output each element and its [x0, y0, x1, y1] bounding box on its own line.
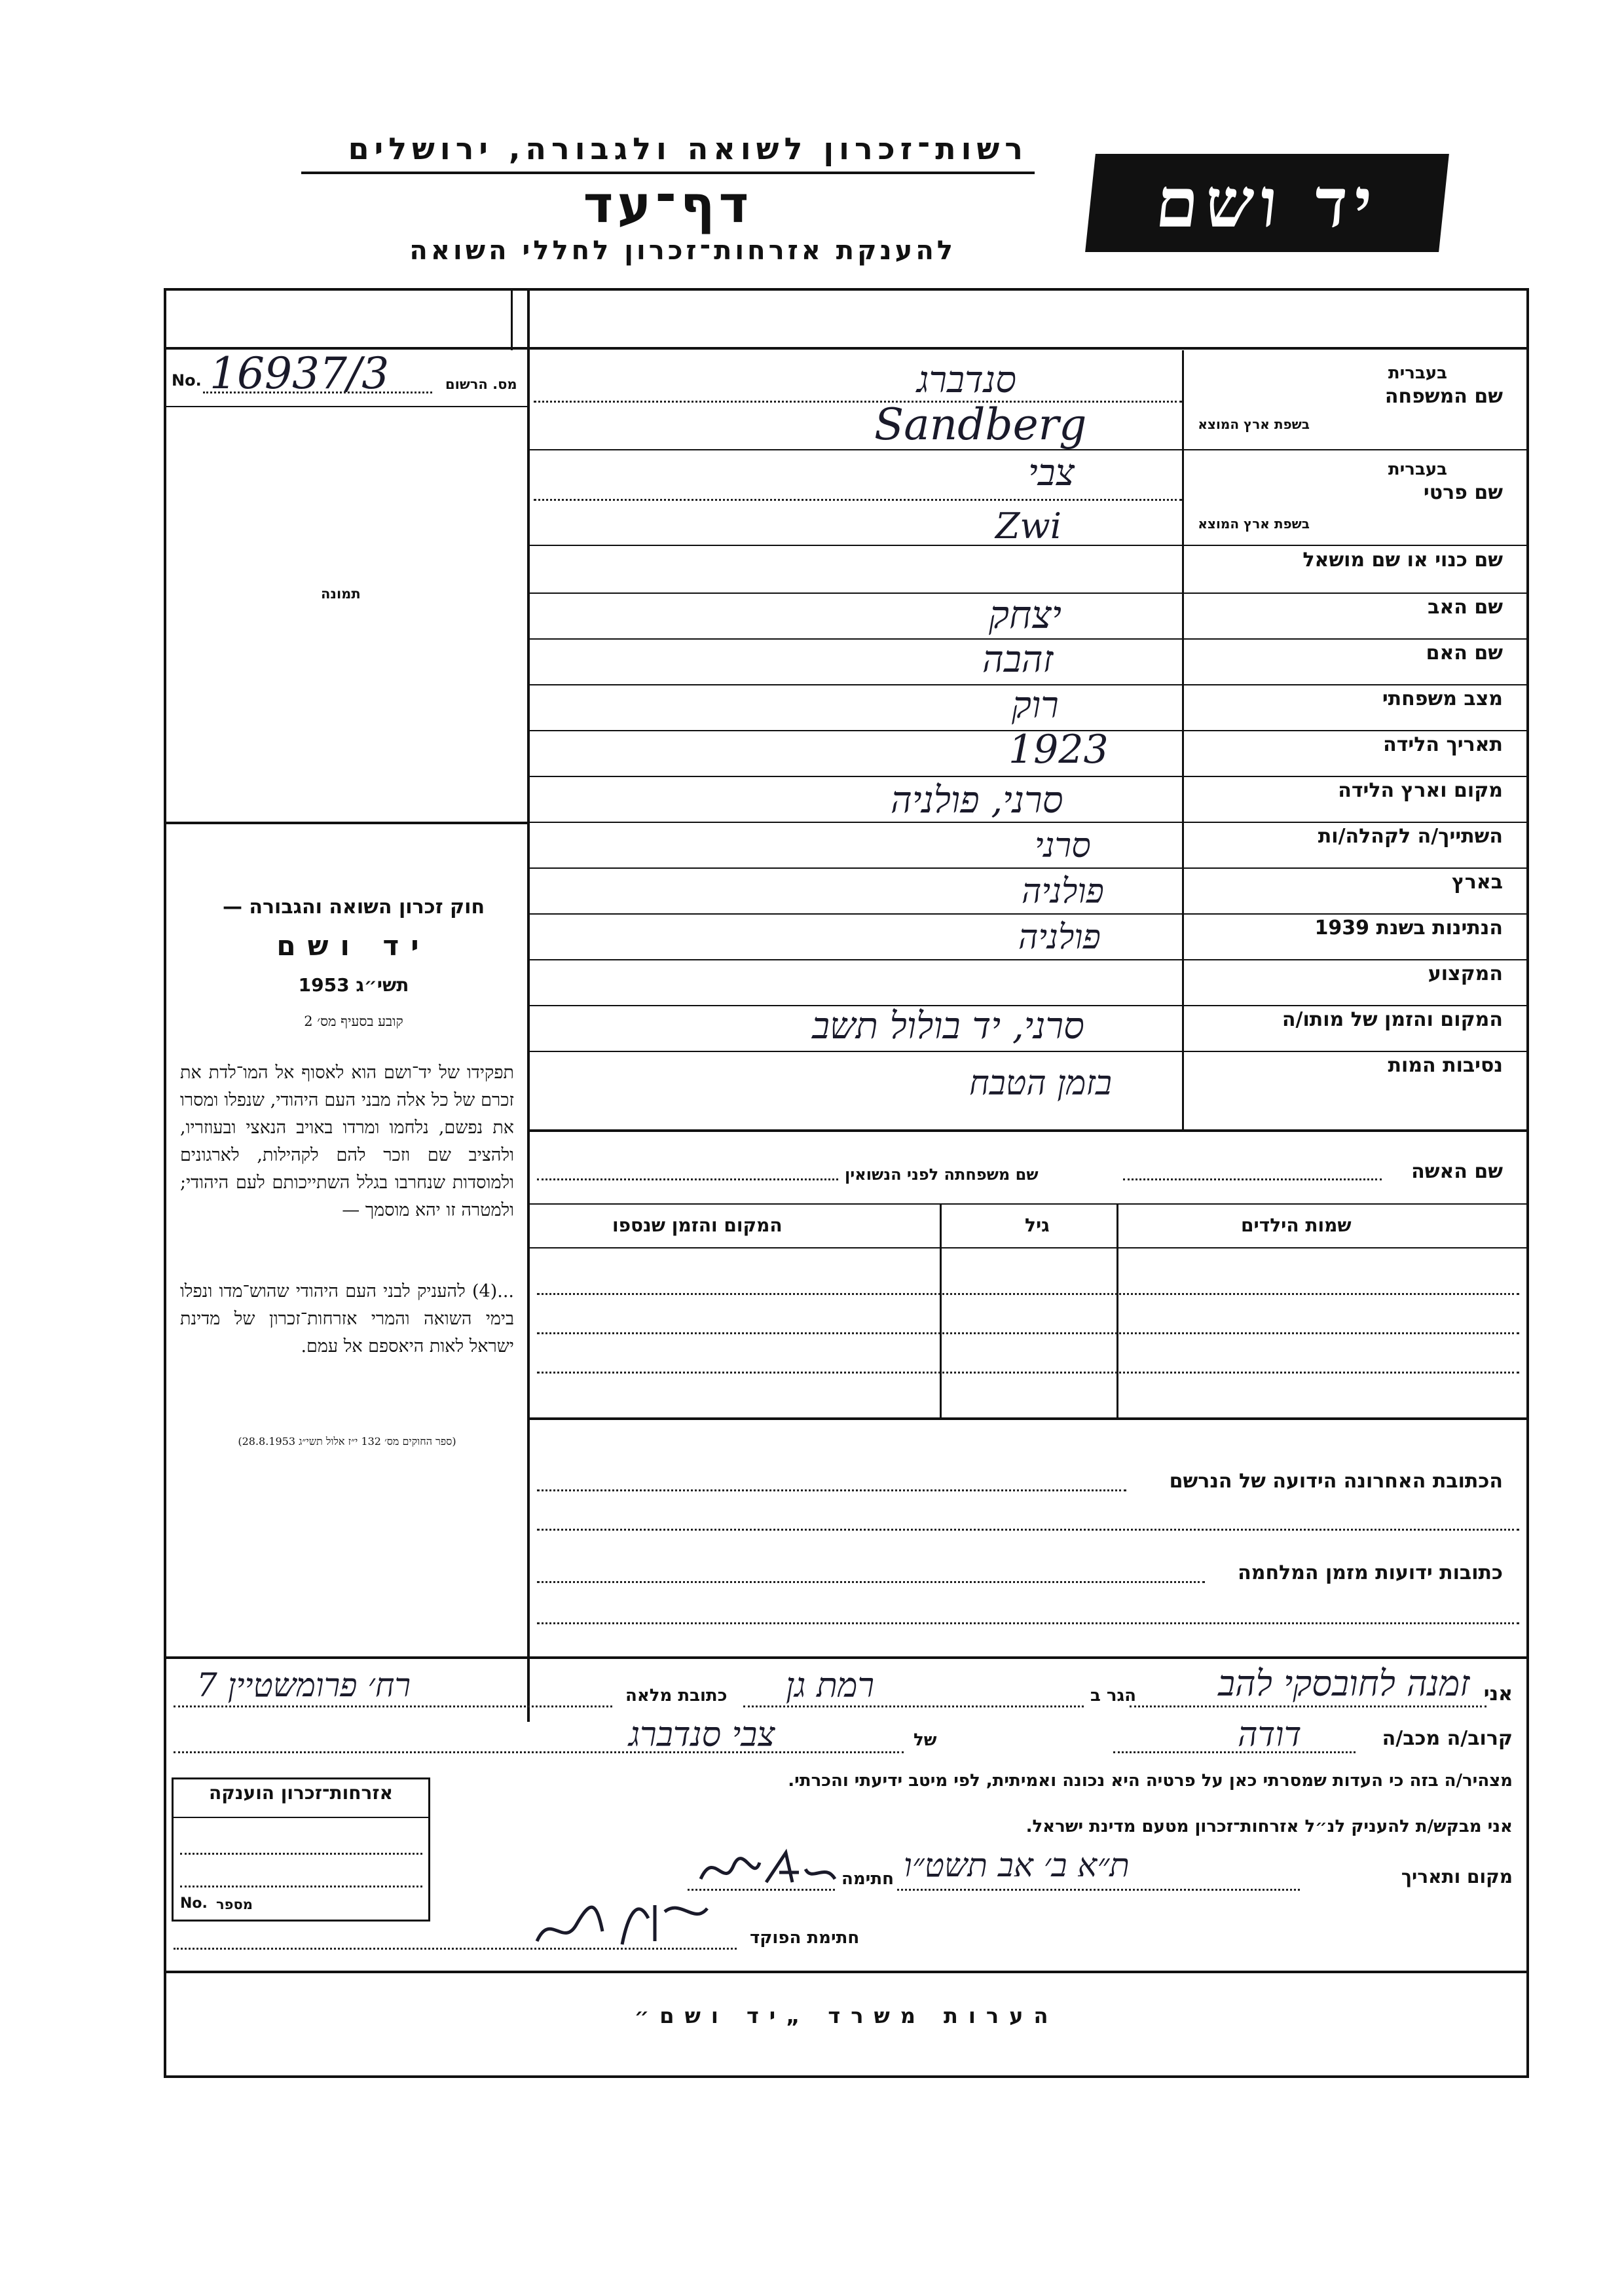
row-line-country [527, 913, 1529, 915]
declarant-city-dotted [743, 1705, 1084, 1707]
children-names-header: שמות הילדים [1241, 1214, 1352, 1236]
yad-vashem-logo [1085, 154, 1449, 252]
citizenship-1939-value: פולניה [1018, 918, 1101, 957]
law-title: חוק זכרון השואה והגבורה — [222, 896, 485, 919]
children-row-3 [537, 1372, 1519, 1374]
mother-name-label: שם האם [1426, 642, 1503, 665]
death-place-label: המקום והזמן של מותו/ה [1282, 1008, 1503, 1031]
row-line-death-circumstances [527, 1129, 1529, 1132]
relative-of-value: צבי סנדברג [629, 1715, 775, 1755]
children-row-2 [537, 1332, 1519, 1334]
award-box-no-label: No. [180, 1895, 208, 1912]
label-column-divider [1182, 350, 1184, 1129]
wife-name-dotted-line [1123, 1178, 1382, 1180]
children-col-divider-2 [940, 1203, 942, 1419]
firstname-hebrew-sub: בעברית [1388, 460, 1447, 479]
nickname-label: שם כנוי או שם מושאל [1302, 549, 1503, 572]
declarant-city-value: רמת גן [786, 1666, 875, 1705]
registration-row-line [164, 406, 527, 407]
marital-status-label: מצב משפחתי [1382, 687, 1503, 710]
children-place-header: המקום והזמן שנספו [612, 1214, 783, 1236]
firstname-hebrew-value: צבי [1028, 452, 1075, 494]
officer-signature-label: חתימת הפוקד [750, 1928, 860, 1948]
birth-place-value: סרני, פולניה [891, 779, 1063, 822]
law-clause: קובע בסעיף מס׳ 2 [304, 1013, 403, 1029]
death-circumstances-label: נסיבות המות [1388, 1054, 1503, 1077]
wartime-address-label: כתובות ידועות מזמן המלחמה [1238, 1561, 1503, 1584]
firstname-origin-sub: בשפת ארץ המוצא [1198, 516, 1310, 532]
place-date-value: ת״א ב׳ אב תשט״ו [904, 1846, 1130, 1884]
declaration-statement-truth: מצהיר/ה בזה כי העדות שמסרתי כאן על פרטיה היא נכונה ואמיתית, לפי מיטב ידיעתי והכרתי. [788, 1771, 1513, 1791]
firstname-label: שם פרטי [1423, 481, 1503, 504]
last-address-dotted-2 [537, 1529, 1519, 1531]
registration-dotted-line [203, 392, 432, 393]
declaration-statement-request: אני מבקש/ת להעניק לנ״ל אזרחות־זכרון מטעם מדינת ישראל. [1025, 1817, 1513, 1836]
wife-maiden-name-label: שם משפחתה לפני הנשואין [845, 1165, 1039, 1184]
signature-label: חתימה [841, 1869, 894, 1889]
declaration-ani: אני [1483, 1683, 1513, 1705]
last-address-label: הכתובת האחרונה הידועה של הנרשם [1169, 1470, 1503, 1493]
addresses-bottom-line [164, 1656, 1529, 1659]
photo-bottom-line [164, 822, 527, 824]
place-date-label: מקום ותאריך [1401, 1866, 1513, 1887]
firstname-origin-value: Zwi [995, 505, 1062, 547]
surname-label: שם המשפחה [1384, 385, 1503, 408]
death-circumstances-value: בזמן הטבח [969, 1064, 1112, 1103]
remarks-top-line [164, 1971, 1529, 1973]
father-name-label: שם האב [1428, 596, 1503, 619]
wife-name-label: שם האשה [1411, 1160, 1503, 1183]
declarant-address-value: רח׳ פרומשטיין 7 [196, 1666, 411, 1704]
marital-status-value: רוק [1012, 684, 1059, 727]
declarant-address-label: כתובת מלאה [625, 1686, 728, 1705]
officer-signature [524, 1886, 733, 1958]
children-col-divider-1 [1116, 1203, 1118, 1419]
award-box-dotted-1 [180, 1853, 422, 1855]
birth-date-label: תאריך הלידה [1383, 733, 1503, 756]
remarks-label: הערות משרד „יד ושם״ [634, 2003, 1059, 2028]
declarant-name-value: זמנה לחובסקי להב [1218, 1663, 1470, 1704]
relative-label: קרוב/ה מכב/ה [1382, 1727, 1513, 1750]
law-name: יד ושם [276, 930, 431, 962]
wife-row-line [527, 1203, 1529, 1205]
birth-date-value: 1923 [1008, 727, 1109, 773]
country-value: פולניה [1022, 872, 1104, 911]
award-box-title: אזרחות־זכרון הוענקה [209, 1782, 393, 1804]
surname-origin-sub: בשפת ארץ המוצא [1198, 416, 1310, 432]
row-line-birthdate [527, 776, 1529, 777]
surname-hebrew-sub: בעברית [1388, 363, 1447, 383]
registration-label: מס. הרשום [445, 376, 517, 392]
country-label: בארץ [1451, 871, 1503, 894]
row-line-death-place [527, 1051, 1529, 1052]
award-box-dotted-2 [180, 1886, 422, 1887]
death-place-value: סרני, יד בולול תשב [812, 1005, 1084, 1048]
father-name-value: יצחק [989, 592, 1061, 637]
row-line-birthplace [527, 822, 1529, 823]
row-line-citizenship [527, 959, 1529, 960]
wife-maiden-dotted-line [537, 1178, 838, 1180]
surname-origin-value: Sandberg [874, 399, 1087, 450]
birth-place-label: מקום וארץ הלידה [1338, 779, 1503, 802]
firstname-dotted-line [534, 499, 1182, 501]
registration-number: 16937/3 [210, 348, 390, 399]
children-table-bottom [527, 1417, 1529, 1420]
declarant-name-dotted [1130, 1705, 1486, 1707]
surname-hebrew-value: סנדברג [917, 359, 1016, 401]
law-text-clause4: ...(4) להעניק לבני העם היהודי שהוש־מדו ונפלו בימי השואה והמרי אזרחות־זכרון של מדינת ישראל לאות היאספם אל עמם. [180, 1281, 514, 1357]
community-label: השתייך/ה לקהלה/ות [1318, 825, 1503, 848]
authority-title: רשות־זכרון לשואה ולגבורה, ירושלים [348, 131, 1028, 166]
relative-of-label: של [913, 1730, 937, 1750]
children-header-line [527, 1247, 1529, 1248]
surname-dotted-line [534, 401, 1182, 403]
last-address-dotted-1 [537, 1489, 1126, 1491]
photo-label: תמונה [321, 586, 361, 602]
wartime-address-dotted-2 [537, 1622, 1519, 1624]
registration-no-label: No. [172, 371, 202, 390]
relative-of-dotted [174, 1751, 904, 1753]
children-row-1 [537, 1293, 1519, 1295]
document-title: דף־עד [583, 175, 753, 234]
law-source: (ספר החוקים מס׳ 132 י״ז אלול תשי״ג 28.8.1953) [238, 1435, 456, 1448]
law-text-main: תפקידו של יד־ושם הוא לאסוף אל המו־לדת את זכרם של כל אלה מבני העם היהודי, שנפלו ומסרו את נפשם, נלחמו ומרדו באויב הנאצי ובעוזריו, ולהציב שם וזכר להם לקהילות, לארגונים ולמוסדות שנחרבו בגלל השתייכותם לעם היהודי; ולמטרה זו יהא מוסמך — [180, 1063, 514, 1220]
authority-underline [301, 172, 1035, 174]
profession-label: המקצוע [1428, 962, 1503, 985]
top-row-tick [511, 288, 513, 350]
declarant-resident-label: הגר ב [1090, 1686, 1137, 1705]
wartime-address-dotted-1 [537, 1581, 1205, 1583]
logo-text: יד ושם [1152, 162, 1382, 243]
row-line-community [527, 867, 1529, 869]
community-value: סרני [1035, 826, 1091, 866]
mother-name-value: זהבה [982, 638, 1054, 681]
relation-dotted [1113, 1751, 1356, 1753]
document-subtitle: להענקת אזרחות־זכרון לחללי השואה [409, 236, 956, 266]
children-age-header: גיל [1025, 1214, 1050, 1236]
award-box-number-label: מספר [216, 1897, 253, 1912]
award-box-title-line [172, 1817, 430, 1818]
law-year: תשי״ג 1953 [298, 974, 409, 996]
declarant-address-dotted [174, 1705, 612, 1707]
place-date-dotted [897, 1889, 1300, 1891]
citizenship-1939-label: הנתינות בשנת 1939 [1314, 917, 1503, 939]
relation-value: דודה [1238, 1715, 1302, 1755]
